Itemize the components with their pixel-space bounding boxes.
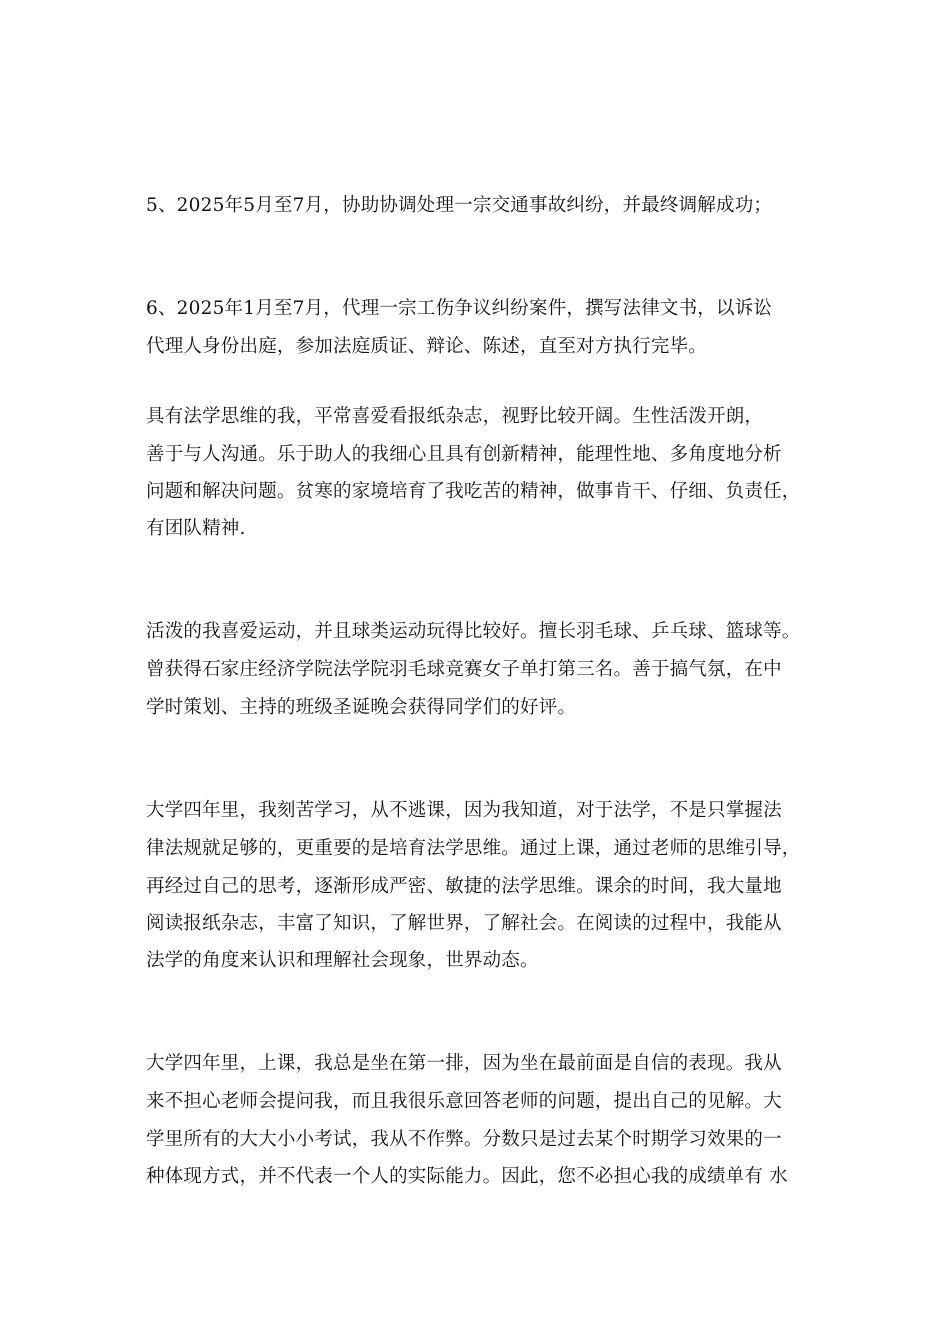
text-line: 阅读报纸杂志，丰富了知识，了解世界，了解社会。在阅读的过程中，我能从 bbox=[146, 913, 782, 934]
text-line: 曾获得石家庄经济学院法学院羽毛球竞赛女子单打第三名。善于搞气氛，在中 bbox=[146, 659, 782, 680]
text-line: 有团队精神. bbox=[146, 518, 246, 539]
text-line: 大学四年里，我刻苦学习，从不逃课，因为我知道，对于法学，不是只掌握法 bbox=[146, 800, 782, 821]
text-line: 种体现方式，并不代表一个人的实际能力。因此，您不必担心我的成绩单有 水 bbox=[146, 1166, 788, 1187]
text-line: 律法规就足够的，更重要的是培育法学思维。通过上课，通过老师的思维引导， bbox=[146, 838, 801, 859]
text-line: 善于与人沟通。乐于助人的我细心且具有创新精神，能理性地、多角度地分析 bbox=[146, 444, 782, 465]
text-line: 学里所有的大大小小考试，我从不作弊。分数只是过去某个时期学习效果的一 bbox=[146, 1129, 782, 1150]
text-line: 法学的角度来认识和理解社会现象，世界动态。 bbox=[146, 950, 539, 971]
text-line: 代理人身份出庭，参加法庭质证、辩论、陈述，直至对方执行完毕。 bbox=[146, 336, 708, 357]
text-line: 5、2025年5月至7月，协助协调处理一宗交通事故纠纷，并最终调解成功； bbox=[146, 195, 773, 216]
text-line: 具有法学思维的我，平常喜爱看报纸杂志，视野比较开阔。生性活泼开朗， bbox=[146, 406, 764, 427]
text-line: 来不担心老师会提问我，而且我很乐意回答老师的问题，提出自己的见解。大 bbox=[146, 1091, 782, 1112]
text-line: 6、2025年1月至7月，代理一宗工伤争议纠纷案件，撰写法律文书，以诉讼 bbox=[146, 298, 773, 319]
text-line: 大学四年里，上课，我总是坐在第一排，因为坐在最前面是自信的表现。我从 bbox=[146, 1053, 782, 1074]
text-line: 学时策划、主持的班级圣诞晚会获得同学们的好评。 bbox=[146, 697, 577, 718]
text-line: 再经过自己的思考，逐渐形成严密、敏捷的法学思维。课余的时间，我大量地 bbox=[146, 876, 782, 897]
text-line: 问题和解决问题。贫寒的家境培育了我吃苦的精神，做事肯干、仔细、负责任， bbox=[146, 481, 801, 502]
text-line: 活泼的我喜爱运动，并且球类运动玩得比较好。擅长羽毛球、乒乓球、篮球等。 bbox=[146, 621, 801, 642]
